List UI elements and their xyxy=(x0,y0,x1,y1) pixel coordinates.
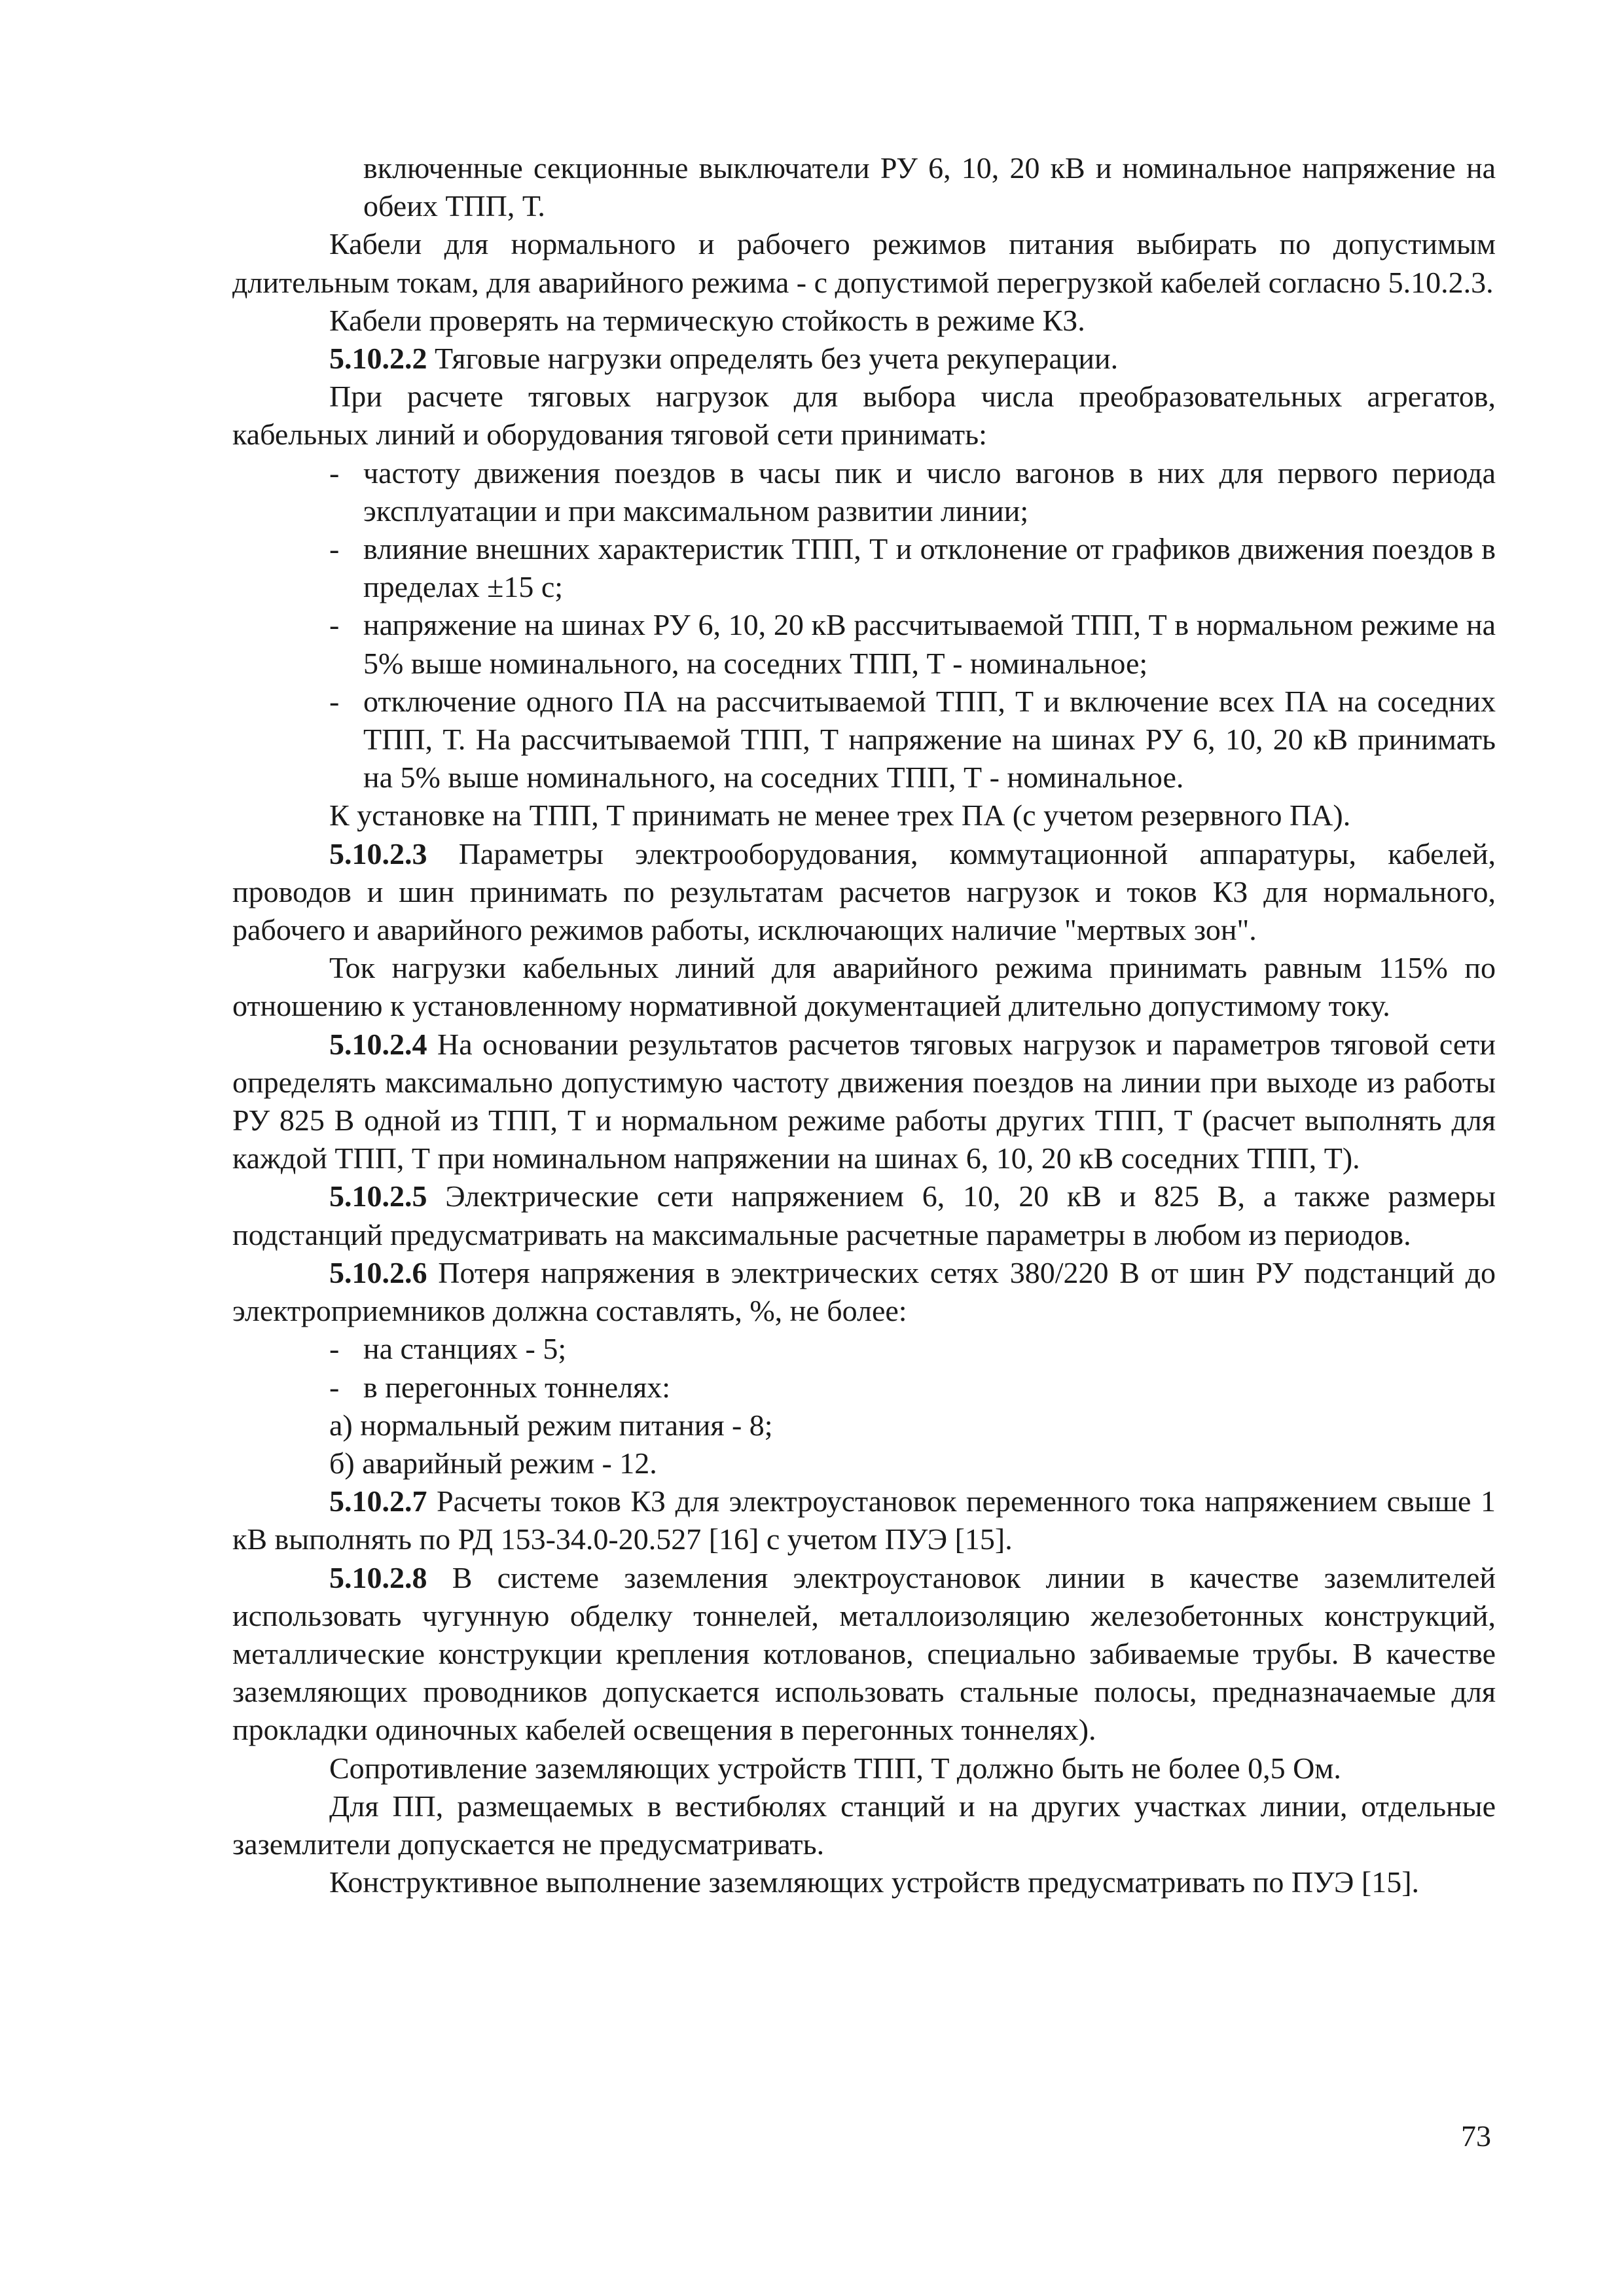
section-5-10-2-5 xyxy=(232,1177,1496,1253)
list-voltage-loss xyxy=(232,1330,1496,1406)
paragraph-constructive: Конструктивное выполнение заземляющих устройств предусматривать по ПУЭ [15]. xyxy=(329,1865,1420,1899)
list-marker: - xyxy=(329,456,340,490)
section-number: 5.10.2.5 xyxy=(329,1179,427,1213)
list-item xyxy=(232,454,1496,530)
section-5-10-2-6 xyxy=(232,1254,1496,1330)
list-item-text: частоту движения поездов в часы пик и число вагонов в них для первого периода эксплуатации и при максимальном развитии линии; xyxy=(363,456,1496,528)
list-item xyxy=(232,1330,1496,1368)
document-body xyxy=(232,149,1496,1901)
paragraph-cables-selection: Кабели для нормального и рабочего режимов питания выбирать по допустимым длительным токам, для аварийного режима - с допустимой перегрузкой кабелей согласно 5.10.2.3. xyxy=(232,227,1496,299)
section-text: Расчеты токов КЗ для электроустановок переменного тока напряжением свыше 1 кВ выполнять по РД 153-34.0-20.527 [16] с учетом ПУЭ [15]. xyxy=(232,1484,1496,1556)
list-item xyxy=(232,683,1496,797)
section-number: 5.10.2.8 xyxy=(329,1560,427,1594)
section-text: Потеря напряжения в электрических сетях 380/220 В от шин РУ подстанций до электроприемников должна составлять, %, не более: xyxy=(232,1255,1496,1328)
list-marker: - xyxy=(329,684,340,718)
paragraph-cables-thermal: Кабели проверять на термическую стойкость в режиме КЗ. xyxy=(329,303,1085,337)
section-5-10-2-3 xyxy=(232,835,1496,950)
paragraph-pa-installation: К установке на ТПП, Т принимать не менее трех ПА (с учетом резервного ПА). xyxy=(329,798,1351,833)
section-text: Параметры электрооборудования, коммутационной аппаратуры, кабелей, проводов и шин принимать по результатам расчетов нагрузок и токов КЗ для нормального, рабочего и аварийного режимов работы, исключающих наличие "мертвых зон". xyxy=(232,836,1496,947)
section-text: Тяговые нагрузки определять без учета рекуперации. xyxy=(427,342,1119,376)
section-number: 5.10.2.7 xyxy=(329,1484,427,1518)
list-marker: - xyxy=(329,1370,340,1404)
paragraph-resistance: Сопротивление заземляющих устройств ТПП, Т должно быть не более 0,5 Ом. xyxy=(329,1751,1341,1785)
sub-item-b: б) аварийный режим - 12. xyxy=(329,1446,657,1480)
section-number: 5.10.2.3 xyxy=(329,836,427,870)
list-traction-conditions xyxy=(232,454,1496,797)
section-text: Электрические сети напряжением 6, 10, 20 кВ и 825 В, а также размеры подстанций предусматривать на максимальные расчетные параметры в любом из периодов. xyxy=(232,1179,1496,1251)
section-number: 5.10.2.6 xyxy=(329,1255,427,1289)
paragraph-load-current: Ток нагрузки кабельных линий для аварийного режима принимать равным 115% по отношению к установленному нормативной документацией длительно допустимому току. xyxy=(232,951,1496,1023)
section-number: 5.10.2.2 xyxy=(329,342,427,376)
paragraph-traction-loads: При расчете тяговых нагрузок для выбора числа преобразовательных агрегатов, кабельных линий и оборудования тяговой сети принимать: xyxy=(232,380,1496,452)
section-5-10-2-7 xyxy=(232,1482,1496,1558)
paragraph-continuation: включенные секционные выключатели РУ 6, 10, 20 кВ и номинальное напряжение на обеих ТПП, Т. xyxy=(363,151,1496,223)
section-text: На основании результатов расчетов тяговых нагрузок и параметров тяговой сети определять максимально допустимую частоту движения поездов на линии при выходе из работы РУ 825 В одной из ТПП, Т и нормальном режиме работы других ТПП, Т (расчет выполнять для каждой ТПП, Т при номинальном напряжении на шинах 6, 10, 20 кВ соседних ТПП, Т). xyxy=(232,1027,1496,1175)
section-number: 5.10.2.4 xyxy=(329,1027,427,1061)
section-5-10-2-2 xyxy=(232,340,1496,378)
list-item xyxy=(232,606,1496,682)
section-5-10-2-8 xyxy=(232,1559,1496,1749)
paragraph-pp-grounding: Для ПП, размещаемых в вестибюлях станций и на других участках линии, отдельные заземлители допускается не предусматривать. xyxy=(232,1789,1496,1861)
list-item-text: на станциях - 5; xyxy=(363,1332,567,1366)
page-number: 73 xyxy=(1461,2119,1491,2153)
list-item-text: отключение одного ПА на рассчитываемой ТПП, Т и включение всех ПА на соседних ТПП, Т. На рассчитываемой ТПП, Т напряжение на шинах РУ 6, 10, 20 кВ принимать на 5% выше номинального, на соседних ТПП, Т - номинальное. xyxy=(363,684,1496,795)
list-item-text: влияние внешних характеристик ТПП, Т и отклонение от графиков движения поездов в пределах ±15 с; xyxy=(363,532,1496,604)
sub-item-a: а) нормальный режим питания - 8; xyxy=(329,1408,773,1442)
list-item-text: в перегонных тоннелях: xyxy=(363,1370,671,1404)
list-item xyxy=(232,1369,1496,1407)
section-text: В системе заземления электроустановок линии в качестве заземлителей использовать чугунную обделку тоннелей, металлоизоляцию железобетонных конструкций, металлические конструкции крепления котлованов, специально забиваемые трубы. В качестве заземляющих проводников допускается использовать стальные полосы, предназначаемые для прокладки одиночных кабелей освещения в перегонных тоннелях). xyxy=(232,1560,1496,1747)
section-5-10-2-4 xyxy=(232,1026,1496,1178)
list-marker: - xyxy=(329,532,340,566)
list-marker: - xyxy=(329,1332,340,1366)
list-marker: - xyxy=(329,608,340,642)
list-item xyxy=(232,530,1496,606)
list-item-text: напряжение на шинах РУ 6, 10, 20 кВ рассчитываемой ТПП, Т в нормальном режиме на 5% выше номинального, на соседних ТПП, Т - номинальное; xyxy=(363,608,1496,680)
